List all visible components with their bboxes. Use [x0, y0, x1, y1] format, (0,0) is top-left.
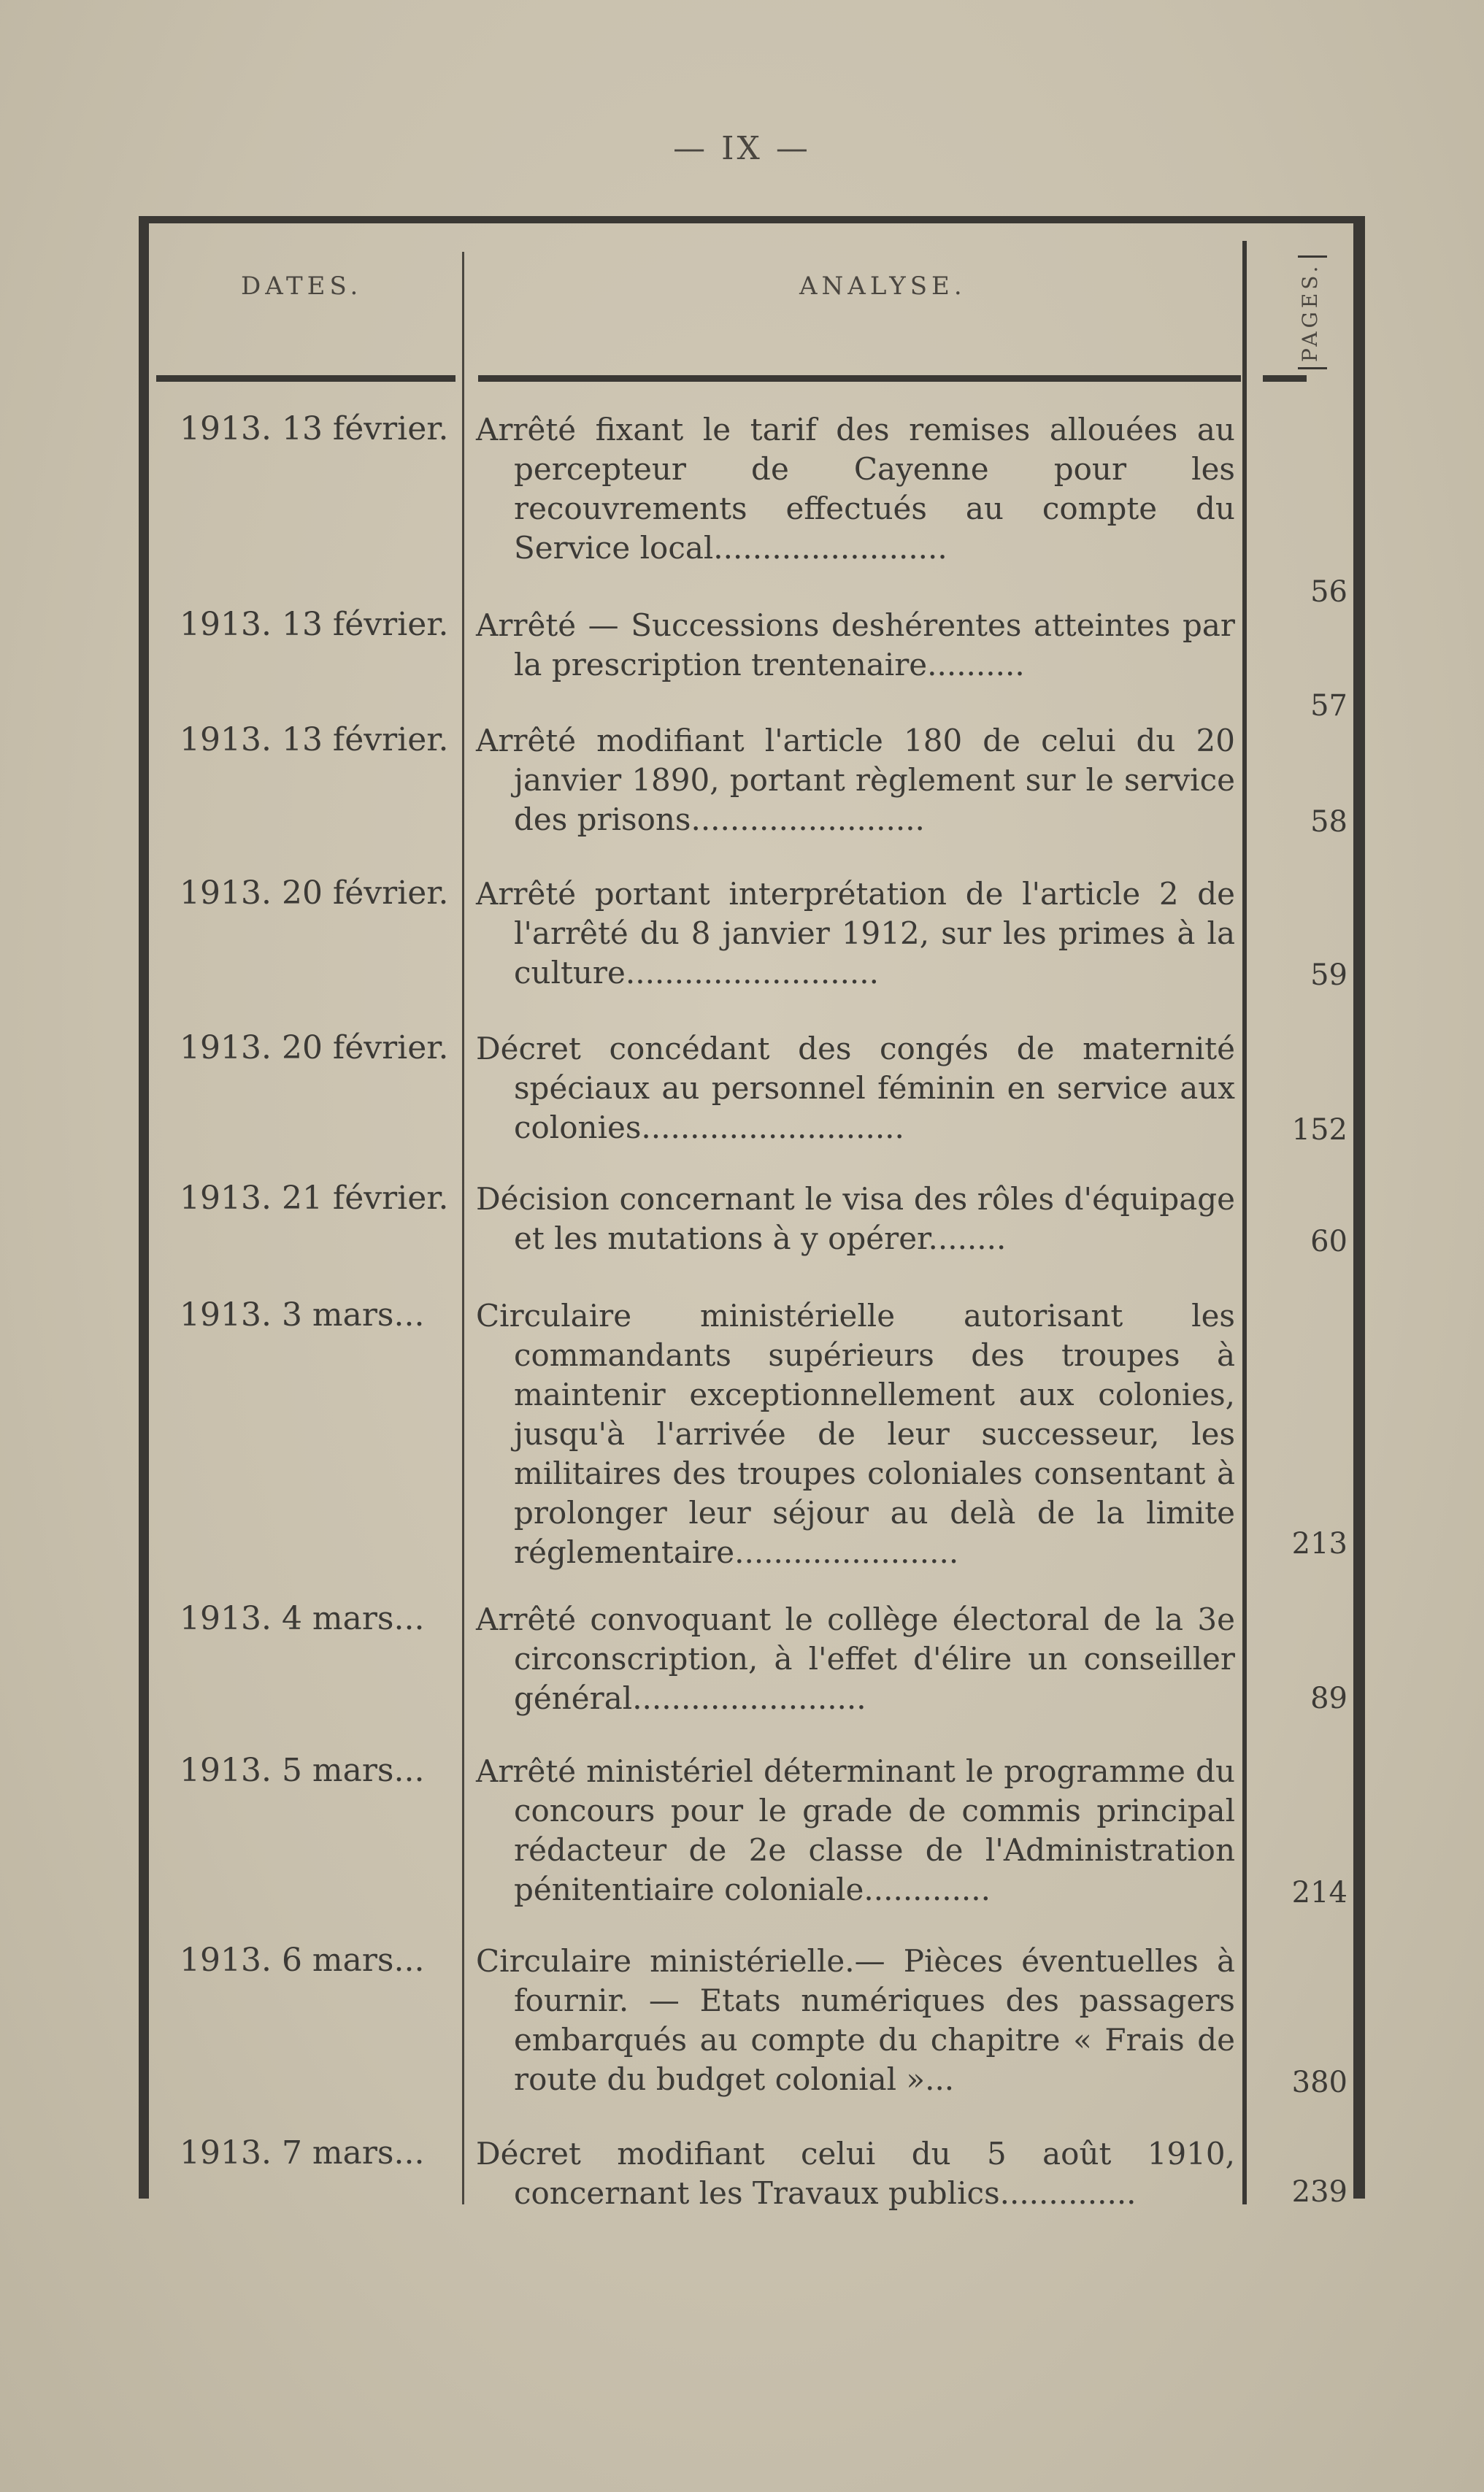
entry-date: 1913. 3 mars... — [180, 1296, 425, 1334]
entry-date: 1913. 6 mars... — [180, 1942, 425, 1979]
entry-date: 1913. 13 février. — [180, 410, 449, 447]
entry-date: 1913. 5 mars... — [180, 1752, 425, 1789]
entry-page: 380 — [1291, 2066, 1347, 2099]
entry-date: 1913. 4 mars... — [180, 1600, 425, 1637]
pages-column-separator — [1242, 241, 1247, 2204]
entry-page: 152 — [1291, 1113, 1347, 1147]
entry-date: 1913. 20 février. — [180, 1029, 449, 1066]
header-dates: DATES. — [241, 272, 363, 301]
entry-analysis: Décret concédant des congés de maternité spéciaux au personnel féminin en service aux colonies........................... — [476, 1031, 1235, 1145]
header-rule-analyse — [478, 375, 1241, 382]
entry-date: 1913. 20 février. — [180, 874, 449, 912]
entry-date: 1913. 21 février. — [180, 1180, 449, 1217]
header-pages: PAGES. — [1298, 255, 1327, 369]
entry-page: 56 — [1310, 575, 1347, 609]
entry-page: 239 — [1291, 2175, 1347, 2209]
entry-analysis: Décision concernant le visa des rôles d'équipage et les mutations à y opérer........ — [476, 1181, 1235, 1256]
entry-date: 1913. 13 février. — [180, 606, 449, 643]
entry-page: 213 — [1291, 1527, 1347, 1561]
entry-analysis: Arrêté — Successions deshérentes atteintes par la prescription trentenaire.......... — [476, 607, 1235, 682]
entry-analysis: Arrêté ministériel déterminant le programme du concours pour le grade de commis principal rédacteur de 2e classe de l'Administration pénitentiaire coloniale............. — [476, 1753, 1235, 1907]
header-analyse: ANALYSE. — [799, 272, 966, 301]
entry-page: 214 — [1291, 1876, 1347, 1910]
entry-page: 59 — [1310, 958, 1347, 992]
header-rule-dates — [156, 375, 455, 382]
column-separator — [462, 252, 464, 2204]
entry-page: 57 — [1310, 689, 1347, 723]
entry-page: 89 — [1310, 1682, 1347, 1715]
entry-analysis: Circulaire ministérielle.— Pièces éventuelles à fournir. — Etats numériques des passagers embarqués au compte du chapitre « Frais de route du budget colonial »... — [476, 1943, 1235, 2097]
entry-date: 1913. 13 février. — [180, 721, 449, 758]
entry-date: 1913. 7 mars... — [180, 2134, 425, 2172]
page-number: — IX — — [673, 130, 811, 167]
entry-analysis: Arrêté fixant le tarif des remises allouées au percepteur de Cayenne pour les recouvrements effectués au compte du Service local........................ — [476, 412, 1235, 566]
entry-page: 60 — [1310, 1225, 1347, 1258]
entry-analysis: Circulaire ministérielle autorisant les commandants supérieurs des troupes à maintenir exceptionnellement aux colonies, jusqu'à l'arrivée de leur successeur, les militaires des troupes coloniales consentant à prolonger leur séjour au delà de la limite réglementaire....................... — [476, 1298, 1235, 1570]
entry-analysis: Arrêté convoquant le collège électoral de la 3e circonscription, à l'effet d'élire un conseiller général........................ — [476, 1601, 1235, 1716]
entry-page: 58 — [1310, 805, 1347, 839]
header-rule-pages — [1263, 375, 1307, 382]
entry-analysis: Décret modifiant celui du 5 août 1910, concernant les Travaux publics.............. — [476, 2136, 1235, 2211]
entry-analysis: Arrêté modifiant l'article 180 de celui du 20 janvier 1890, portant règlement sur le service des prisons........................ — [476, 723, 1235, 837]
entry-analysis: Arrêté portant interprétation de l'article 2 de l'arrêté du 8 janvier 1912, sur les primes à la culture.......................... — [476, 876, 1235, 991]
